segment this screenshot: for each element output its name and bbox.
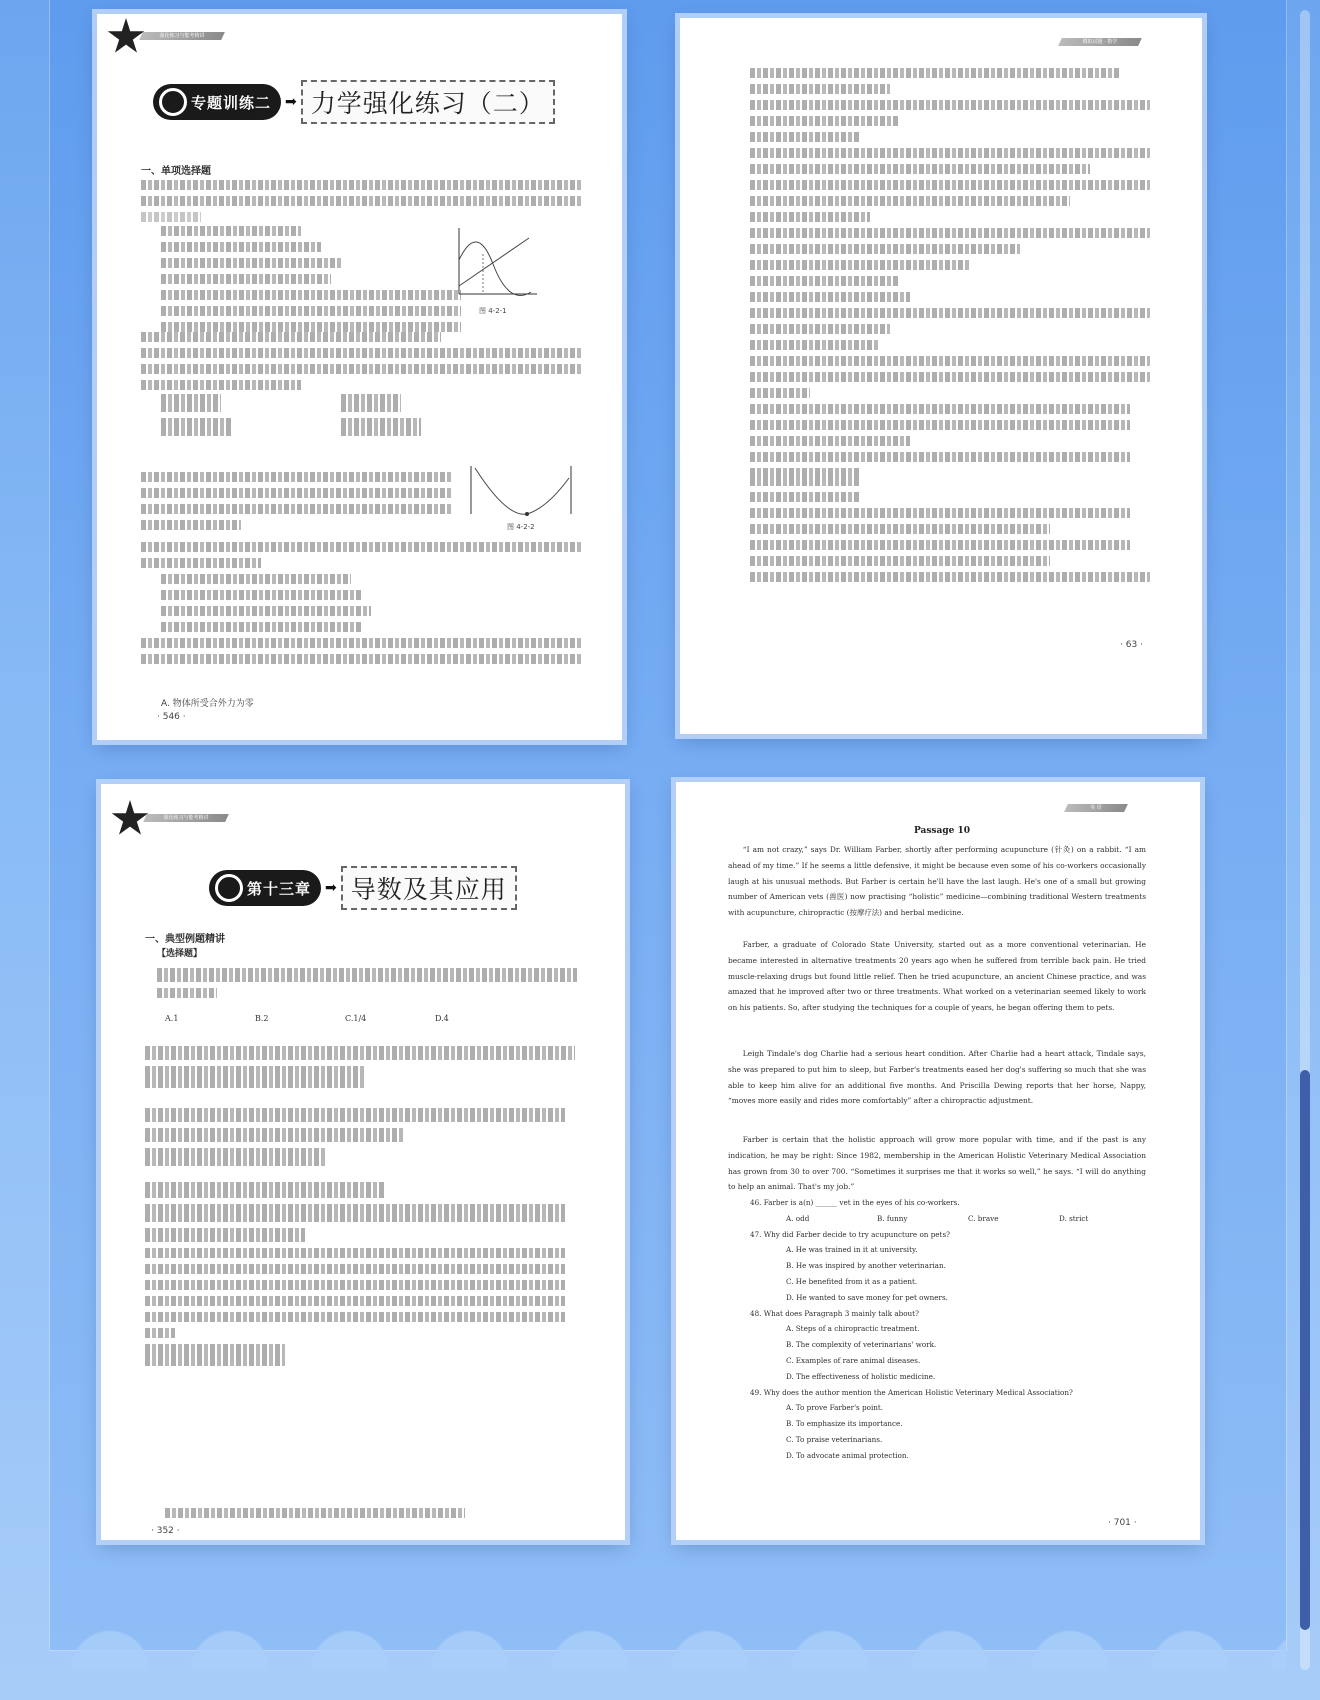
chapter-title: 导数及其应用 — [341, 866, 517, 910]
option[interactable]: B. funny — [877, 1213, 908, 1223]
badge-ring-icon — [215, 874, 243, 902]
options-block-1 — [161, 226, 421, 338]
badge-ring-icon — [159, 88, 187, 116]
scrollbar-thumb[interactable] — [1300, 1070, 1310, 1630]
choice-d: D.4 — [435, 1014, 449, 1023]
arrow-icon: ➡ — [325, 880, 337, 896]
chapter-title: 力学强化练习（二） — [301, 80, 555, 124]
option[interactable]: B. He was inspired by another veterinarian. — [786, 1261, 946, 1271]
problem-1 — [157, 968, 577, 1004]
header-strip: 强化练习与能考精讲 — [143, 814, 229, 822]
page-math-answers[interactable] — [680, 18, 1202, 734]
velocity-time-graph — [449, 224, 541, 304]
choices-row-2 — [165, 1508, 525, 1524]
passage-title: Passage 10 — [914, 826, 970, 836]
page-number: · 352 · — [151, 1526, 180, 1536]
arrow-icon: ➡ — [285, 94, 297, 110]
body-text-block-1 — [141, 180, 581, 228]
body-text-block-3 — [141, 472, 451, 536]
solution-text — [750, 68, 1150, 588]
option[interactable]: C. To praise veterinarians. — [786, 1434, 883, 1444]
option[interactable]: D. He wanted to save money for pet owners. — [786, 1292, 948, 1302]
page-number: · 546 · — [157, 712, 186, 722]
projectile-diagram — [467, 458, 575, 518]
question-46: 46. Farber is a(n) ______ vet in the eyes of his co-workers. — [750, 1198, 960, 1207]
chapter-badge — [153, 84, 281, 120]
last-option: A. 物体所受合外力为零 — [161, 699, 254, 709]
choices-row — [165, 1014, 525, 1023]
page-derivatives-chapter[interactable] — [101, 784, 625, 1540]
passage-paragraph-3: Leigh Tindale's dog Charlie had a serious heart condition. After Charlie had a heart attack, Tindale says, she was prepared to put him to sleep, but Farber's treatments eased her dog's suffering so much that she was able to keep him alive for an additional five months. And Priscilla Dewing reports that her horse, Nappy, “moves more easily and rides more comfortably” after a chiropractic adjustment. — [728, 1049, 1146, 1106]
option[interactable]: A. odd — [786, 1213, 810, 1223]
page-physics-practice[interactable] — [97, 14, 622, 740]
chapter-badge-label: 第十三章 — [247, 879, 312, 898]
page-english-reading[interactable] — [676, 782, 1200, 1540]
choice-b: B.2 — [255, 1014, 269, 1023]
option[interactable]: C. He benefited from it as a patient. — [786, 1276, 918, 1286]
body-text-block-4 — [141, 542, 581, 670]
figure-caption-1: 图 4-2-1 — [479, 307, 507, 315]
figure-caption-2: 图 4-2-2 — [507, 523, 535, 531]
page-number: · 63 · — [1120, 640, 1143, 650]
formula-options-right — [341, 394, 461, 442]
option[interactable]: A. To prove Farber's point. — [786, 1403, 884, 1413]
scrollbar-track[interactable] — [1300, 10, 1310, 1670]
passage-paragraph-2: Farber, a graduate of Colorado State University, started out as a more conventional veterinarian. He became interested in alternative treatments 20 years ago when he suffered from terrible back pain. He tried muscle-relaxing drugs but found little relief. Then he tried acupuncture, an ancient Chinese practice, and was amazed that he improved after two or three treatments. What worked on a veterinarian seemed likely to work on his patients. So, after studying the techniques for a couple of years, he began offering them to pets. — [728, 940, 1146, 1013]
option[interactable]: D. To advocate animal protection. — [786, 1450, 909, 1460]
wave-decoration — [50, 1600, 1286, 1670]
subsection-heading: 【选择题】 — [157, 949, 203, 959]
chapter-badge — [209, 870, 321, 906]
chapter-banner — [209, 866, 517, 910]
solution-block — [145, 1046, 575, 1372]
option[interactable]: B. To emphasize its importance. — [786, 1419, 903, 1429]
question-49: 49. Why does the author mention the American Holistic Veterinary Medical Association? — [750, 1387, 1073, 1397]
header-strip: 英 语 — [1064, 804, 1128, 812]
choice-a: A.1 — [165, 1014, 179, 1023]
header-strip: 强化练习与能考精讲 — [139, 32, 225, 40]
question-46-options — [750, 1211, 1150, 1227]
choice-c: C.1/4 — [345, 1014, 367, 1023]
option[interactable]: A. Steps of a chiropractic treatment. — [786, 1324, 920, 1334]
option[interactable]: A. He was trained in it at university. — [786, 1245, 918, 1255]
body-text-block-2 — [141, 332, 581, 396]
question-48: 48. What does Paragraph 3 mainly talk about? — [750, 1308, 919, 1318]
page-number: · 701 · — [1108, 1518, 1137, 1528]
option[interactable]: B. The complexity of veterinarians' work. — [786, 1340, 937, 1350]
option[interactable]: C. Examples of rare animal diseases. — [786, 1355, 921, 1365]
header-strip: 模拟试题 · 数学 — [1058, 38, 1142, 46]
passage-paragraph-1: “I am not crazy,” says Dr. William Farber, shortly after performing acupuncture (针灸) on a rabbit. “I am ahead of my time.” If he seems a little defensive, it might be because even some of his co-workers occasionally laugh at his unusual methods. But Farber is certain he'll have the last laugh. He's one of a small but growing number of American vets (兽医) now practising “holistic” medicine—combining traditional Western treatments with acupuncture, chiropractic (按摩疗法) and herbal medicine. — [728, 845, 1146, 918]
option[interactable]: D. strict — [1059, 1213, 1089, 1223]
question-list — [750, 1195, 1150, 1464]
option[interactable]: D. The effectiveness of holistic medicine. — [786, 1371, 936, 1381]
passage-paragraph-4: Farber is certain that the holistic approach will grow more popular with time, and if the past is any indication, he may be right: Since 1982, membership in the American Holistic Veterinary Medical Association has grown from 30 to over 700. “Sometimes it surprises me that it works so well,” he says. “I will do anything to help an animal. That's my job.” — [728, 1135, 1146, 1192]
section-heading: 一、典型例题精讲 — [145, 934, 225, 945]
option[interactable]: C. brave — [968, 1213, 999, 1223]
question-47: 47. Why did Farber decide to try acupuncture on pets? — [750, 1229, 950, 1239]
chapter-badge-label: 专题训练二 — [191, 93, 272, 112]
section-heading: 一、单项选择题 — [141, 166, 211, 177]
chapter-banner — [153, 80, 555, 124]
